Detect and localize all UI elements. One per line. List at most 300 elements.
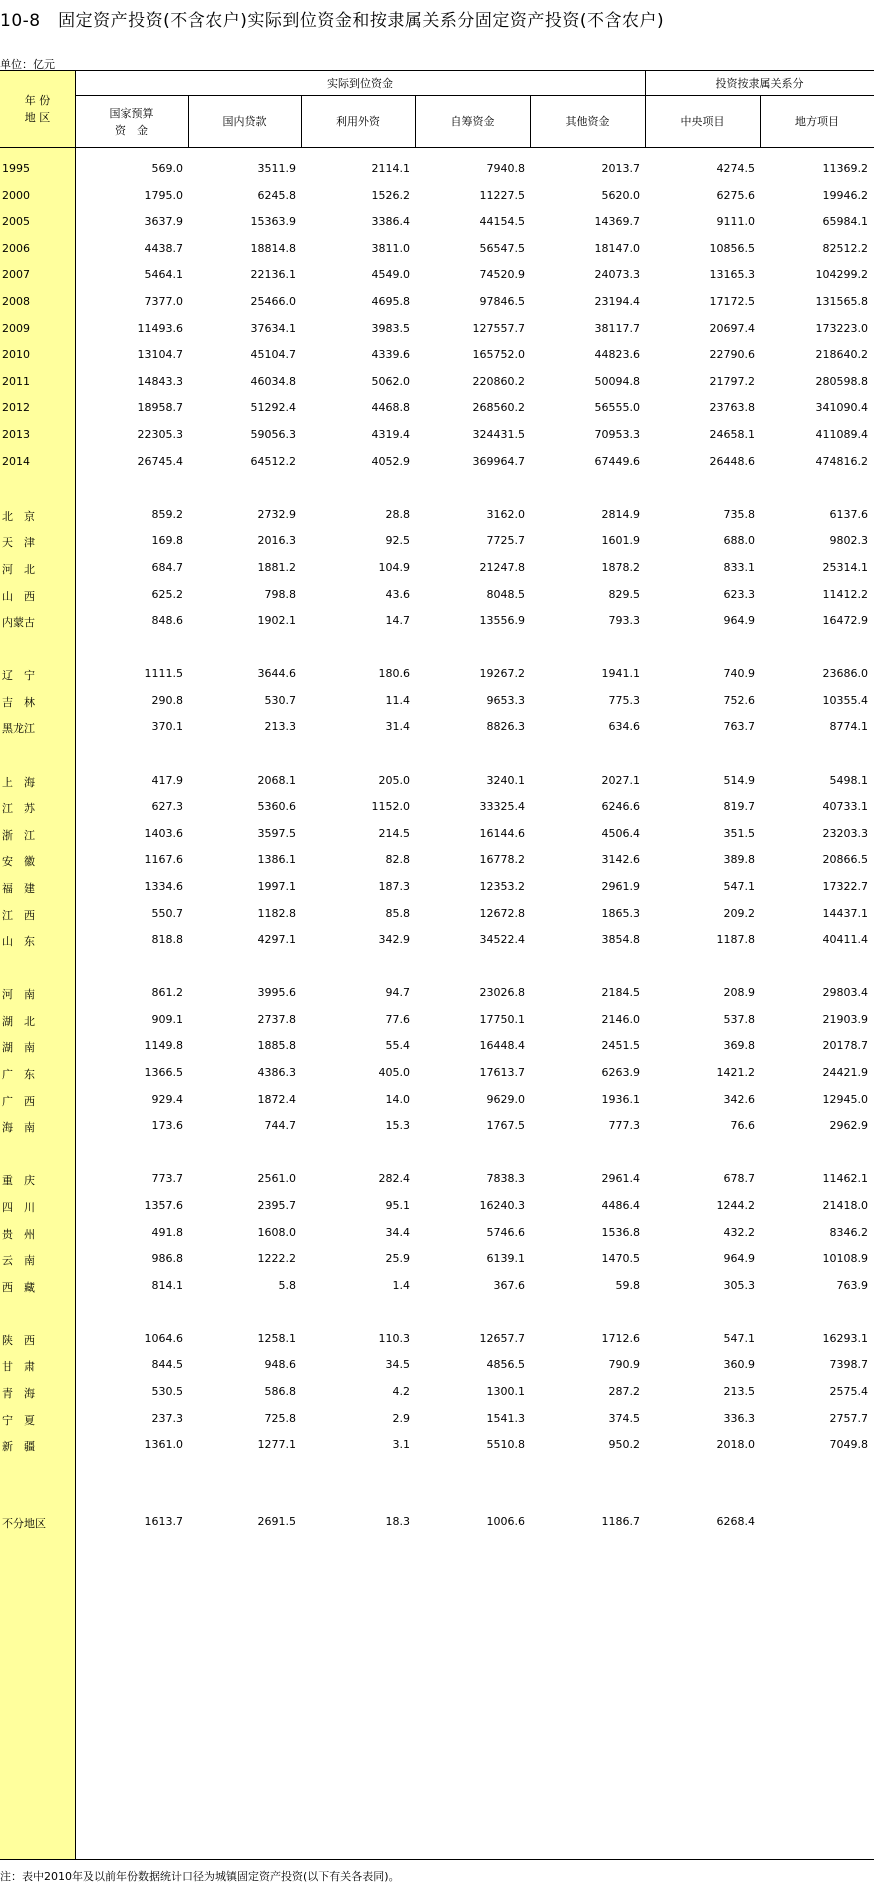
stub-border [75, 148, 76, 1859]
row-label: 内蒙古 [2, 616, 35, 630]
row-label: 1995 [2, 162, 30, 175]
table-cell: 2961.9 [601, 879, 640, 893]
table-cell: 1865.3 [601, 906, 640, 920]
table-cell: 40733.1 [822, 800, 868, 814]
table-cell: 44154.5 [479, 215, 525, 229]
table-cell: 1526.2 [371, 188, 410, 202]
table-cell: 11227.5 [479, 188, 525, 202]
table-cell: 744.7 [264, 1119, 296, 1133]
row-label: 安 徽 [2, 855, 35, 869]
table-cell: 18958.7 [137, 401, 183, 415]
table-cell: 23763.8 [709, 401, 755, 415]
table-cell: 4549.0 [371, 268, 410, 282]
table-cell: 22305.3 [137, 428, 183, 441]
table-cell: 367.6 [493, 1278, 525, 1292]
table-row [0, 555, 874, 581]
table-cell: 6245.8 [257, 188, 296, 202]
table-cell: 342.9 [378, 933, 410, 947]
table-row [0, 1087, 874, 1113]
table-cell: 4052.9 [371, 454, 410, 468]
column-header: 其他资金 [565, 115, 610, 128]
table-cell: 5498.1 [829, 773, 868, 787]
table-cell: 65984.1 [822, 215, 868, 229]
table-cell: 1186.7 [601, 1515, 640, 1529]
table-cell: 13165.3 [709, 268, 755, 282]
row-label: 2013 [2, 428, 30, 441]
table-cell: 21797.2 [709, 374, 755, 388]
table-cell: 634.6 [608, 720, 640, 734]
table-row [0, 608, 874, 634]
table-cell: 6275.6 [716, 188, 755, 202]
table-cell: 491.8 [151, 1225, 183, 1239]
table-cell: 474816.2 [815, 454, 868, 468]
table-cell: 370.1 [151, 720, 183, 734]
table-cell: 814.1 [151, 1278, 183, 1292]
table-row [0, 449, 874, 475]
table-cell: 28.8 [385, 507, 410, 521]
table-cell: 24073.3 [594, 268, 640, 282]
table-cell: 537.8 [723, 1012, 755, 1026]
table-cell: 798.8 [264, 587, 296, 601]
table-cell: 213.5 [723, 1385, 755, 1398]
table-row [0, 1007, 874, 1033]
table-cell: 964.9 [723, 1252, 755, 1266]
table-cell: 94.7 [385, 986, 410, 1000]
table-cell: 725.8 [264, 1411, 296, 1425]
table-cell: 20866.5 [822, 853, 868, 867]
table-cell: 1712.6 [601, 1331, 640, 1345]
table-row [0, 1113, 874, 1139]
table-cell: 10108.9 [822, 1252, 868, 1266]
table-header [0, 71, 874, 148]
table-cell: 104.9 [378, 560, 410, 574]
table-cell: 173.6 [151, 1119, 183, 1133]
table-row [0, 927, 874, 953]
table-row [0, 422, 874, 448]
table-cell: 740.9 [723, 667, 755, 681]
table-cell: 209.2 [723, 906, 755, 920]
table-cell: 530.5 [151, 1385, 183, 1398]
row-label: 山 东 [2, 935, 35, 949]
table-cell: 12353.2 [479, 879, 525, 893]
table-cell: 2068.1 [257, 773, 296, 787]
table-cell: 6246.6 [601, 800, 640, 814]
header-vline [415, 96, 416, 147]
table-cell: 11412.2 [822, 587, 868, 601]
column-header: 国内贷款 [222, 115, 267, 128]
table-cell: 550.7 [151, 906, 183, 920]
table-cell: 1361.0 [144, 1438, 183, 1452]
table-cell: 17613.7 [479, 1066, 525, 1079]
table-cell: 950.2 [608, 1438, 640, 1452]
table-cell: 4856.5 [486, 1358, 525, 1372]
row-label: 四 川 [2, 1200, 35, 1214]
table-cell: 34522.4 [479, 933, 525, 947]
column-header: 地方项目 [795, 115, 839, 128]
table-cell: 11369.2 [822, 162, 868, 175]
table-cell: 8346.2 [829, 1225, 868, 1239]
table-cell: 2691.5 [257, 1515, 296, 1529]
table-cell: 5620.0 [601, 188, 640, 202]
row-label: 北 京 [2, 509, 35, 523]
table-cell: 187.3 [378, 879, 410, 893]
table-cell: 547.1 [723, 1331, 755, 1345]
column-header: 利用外资 [336, 115, 380, 128]
row-label: 甘 肃 [2, 1360, 35, 1374]
table-cell: 4468.8 [371, 401, 410, 415]
table-cell: 1187.8 [716, 933, 755, 947]
table-cell: 13556.9 [479, 614, 525, 628]
table-cell: 24421.9 [822, 1066, 868, 1079]
table-cell: 2732.9 [257, 507, 296, 521]
group-header-funds: 实际到位资金 [327, 76, 393, 90]
row-label: 2005 [2, 215, 30, 229]
table-cell: 44823.6 [594, 348, 640, 362]
table-cell: 411089.4 [815, 428, 868, 441]
table-cell: 1421.2 [716, 1066, 755, 1079]
table-cell: 218640.2 [815, 348, 868, 362]
table-cell: 11.4 [385, 693, 410, 707]
table-cell: 1936.1 [601, 1092, 640, 1106]
table-cell: 24658.1 [709, 428, 755, 441]
table-cell: 17322.7 [822, 879, 868, 893]
table-cell: 2575.4 [829, 1385, 868, 1398]
table-cell: 4386.3 [257, 1066, 296, 1079]
header-vline [530, 96, 531, 147]
table-cell: 4274.5 [716, 162, 755, 175]
table-cell: 1902.1 [257, 614, 296, 628]
table-cell: 688.0 [723, 534, 755, 548]
table-cell: 16472.9 [822, 614, 868, 628]
table-cell: 280598.8 [815, 374, 868, 388]
table-cell: 46034.8 [250, 374, 296, 388]
table-cell: 3995.6 [257, 986, 296, 1000]
table-cell: 2757.7 [829, 1411, 868, 1425]
table-cell: 92.5 [385, 534, 410, 548]
table-cell: 180.6 [378, 667, 410, 681]
table-cell: 790.9 [608, 1358, 640, 1372]
table-cell: 23026.8 [479, 986, 525, 1000]
table-row [0, 1326, 874, 1352]
table-row [0, 821, 874, 847]
table-cell: 7725.7 [486, 534, 525, 548]
table-cell: 342.6 [723, 1092, 755, 1106]
row-label: 新 疆 [2, 1440, 35, 1454]
table-cell: 1878.2 [601, 560, 640, 574]
table-cell: 127557.7 [472, 321, 525, 335]
table-cell: 417.9 [151, 773, 183, 787]
table-cell: 1222.2 [257, 1252, 296, 1266]
table-cell: 19946.2 [822, 188, 868, 202]
table-cell: 6268.4 [716, 1515, 755, 1529]
table-cell: 38117.7 [594, 321, 640, 335]
table-cell: 10355.4 [822, 693, 868, 707]
table-cell: 1885.8 [257, 1039, 296, 1053]
table-cell: 1111.5 [144, 667, 183, 681]
table-cell: 205.0 [378, 773, 410, 787]
table-cell: 6139.1 [486, 1252, 525, 1266]
table-row [0, 1406, 874, 1432]
table-cell: 929.4 [151, 1092, 183, 1106]
table-cell: 3983.5 [371, 321, 410, 335]
table-row [0, 714, 874, 740]
table-cell: 3142.6 [601, 853, 640, 867]
table-cell: 4695.8 [371, 295, 410, 308]
table-cell: 208.9 [723, 986, 755, 1000]
table-cell: 1881.2 [257, 560, 296, 574]
table-cell: 56547.5 [479, 241, 525, 255]
table-row [0, 1379, 874, 1405]
row-label: 湖 南 [2, 1041, 35, 1055]
table-row [0, 528, 874, 554]
row-label: 湖 北 [2, 1014, 35, 1028]
table-cell: 1941.1 [601, 667, 640, 681]
header-vline [75, 71, 76, 147]
table-cell: 1997.1 [257, 879, 296, 893]
table-cell: 773.7 [151, 1172, 183, 1186]
table-cell: 336.3 [723, 1411, 755, 1425]
table-cell: 2395.7 [257, 1198, 296, 1212]
table-cell: 14843.3 [137, 374, 183, 388]
table-cell: 14437.1 [822, 906, 868, 920]
table-cell: 777.3 [608, 1119, 640, 1133]
table-cell: 4319.4 [371, 428, 410, 441]
row-label: 青 海 [2, 1387, 35, 1400]
row-label: 上 海 [2, 775, 35, 789]
table-cell: 97846.5 [479, 295, 525, 308]
table-cell: 18147.0 [594, 241, 640, 255]
table-cell: 5746.6 [486, 1225, 525, 1239]
table-cell: 34.4 [385, 1225, 410, 1239]
table-cell: 1386.1 [257, 853, 296, 867]
table-cell: 76.6 [730, 1119, 755, 1133]
table-cell: 3811.0 [371, 241, 410, 255]
table-cell: 360.9 [723, 1358, 755, 1372]
table-cell: 15363.9 [250, 215, 296, 229]
table-cell: 2961.4 [601, 1172, 640, 1186]
table-cell: 8774.1 [829, 720, 868, 734]
table-cell: 169.8 [151, 534, 183, 548]
table-cell: 20697.4 [709, 321, 755, 335]
table-cell: 290.8 [151, 693, 183, 707]
table-cell: 4339.6 [371, 348, 410, 362]
table-cell: 625.2 [151, 587, 183, 601]
table-cell: 369.8 [723, 1039, 755, 1053]
group-header-affiliation: 投资按隶属关系分 [715, 76, 804, 90]
table-row [0, 901, 874, 927]
table-cell: 45104.7 [250, 348, 296, 362]
table-cell: 986.8 [151, 1252, 183, 1266]
table-row [0, 688, 874, 714]
table-cell: 4506.4 [601, 826, 640, 840]
table-cell: 23686.0 [822, 667, 868, 681]
table-cell: 2814.9 [601, 507, 640, 521]
table-cell: 50094.8 [594, 374, 640, 388]
table-cell: 2962.9 [829, 1119, 868, 1133]
table-cell: 15.3 [385, 1119, 410, 1133]
table-row [0, 156, 874, 182]
header-vline [301, 96, 302, 147]
table-row [0, 1273, 874, 1299]
table-cell: 16448.4 [479, 1039, 525, 1053]
table-cell: 2018.0 [716, 1438, 755, 1452]
table-cell: 6137.6 [829, 507, 868, 521]
table-cell: 5062.0 [371, 374, 410, 388]
table-cell: 586.8 [264, 1385, 296, 1398]
row-label: 吉 林 [2, 695, 35, 709]
table-cell: 16240.3 [479, 1198, 525, 1212]
table-cell: 287.2 [608, 1385, 640, 1398]
table-cell: 3597.5 [257, 826, 296, 840]
table-cell: 85.8 [385, 906, 410, 920]
row-label: 河 北 [2, 562, 35, 576]
table-cell: 1182.8 [257, 906, 296, 920]
table-cell: 1258.1 [257, 1331, 296, 1345]
table-cell: 2184.5 [601, 986, 640, 1000]
table-cell: 1601.9 [601, 534, 640, 548]
table-cell: 2737.8 [257, 1012, 296, 1026]
table-cell: 237.3 [151, 1411, 183, 1425]
table-row [0, 395, 874, 421]
table-cell: 405.0 [378, 1066, 410, 1079]
table-cell: 1006.6 [486, 1515, 525, 1529]
table-cell: 26448.6 [709, 454, 755, 468]
table-cell: 763.7 [723, 720, 755, 734]
table-cell: 17750.1 [479, 1012, 525, 1026]
table-cell: 684.7 [151, 560, 183, 574]
table-cell: 19267.2 [479, 667, 525, 681]
header-vline [760, 96, 761, 147]
table-cell: 7940.8 [486, 162, 525, 175]
table-row [0, 502, 874, 528]
table-cell: 1064.6 [144, 1331, 183, 1345]
table-cell: 2027.1 [601, 773, 640, 787]
row-label: 云 南 [2, 1254, 35, 1268]
table-cell: 26745.4 [137, 454, 183, 468]
table-cell: 7838.3 [486, 1172, 525, 1186]
table-cell: 3854.8 [601, 933, 640, 947]
table-cell: 861.2 [151, 986, 183, 1000]
row-label: 陕 西 [2, 1333, 35, 1347]
table-cell: 22136.1 [250, 268, 296, 282]
table-cell: 1767.5 [486, 1119, 525, 1133]
table-cell: 819.7 [723, 800, 755, 814]
stub-header [0, 71, 75, 147]
table-cell: 64512.2 [250, 454, 296, 468]
table-row [0, 262, 874, 288]
stub-header-region: 地 区 [24, 111, 51, 124]
table-row [0, 342, 874, 368]
table-cell: 220860.2 [472, 374, 525, 388]
table-cell: 7049.8 [829, 1438, 868, 1452]
table-cell: 5510.8 [486, 1438, 525, 1452]
table-cell: 20178.7 [822, 1039, 868, 1053]
table-row [0, 1033, 874, 1059]
table-cell: 324431.5 [472, 428, 525, 441]
table-row [0, 1352, 874, 1378]
table-cell: 14369.7 [594, 215, 640, 229]
table-cell: 33325.4 [479, 800, 525, 814]
table-cell: 3240.1 [486, 773, 525, 787]
footnote: 注：表中2010年及以前年份数据统计口径为城镇固定资产投资(以下有关各表同)。 [0, 1870, 400, 1883]
table-cell: 110.3 [378, 1331, 410, 1345]
table-cell: 14.7 [385, 614, 410, 628]
table-cell: 2013.7 [601, 162, 640, 175]
table-cell: 4.2 [392, 1385, 410, 1398]
table-cell: 1334.6 [144, 879, 183, 893]
table-cell: 547.1 [723, 879, 755, 893]
table-cell: 10856.5 [709, 241, 755, 255]
table-row [0, 1166, 874, 1192]
table-title: 10-8 固定资产投资(不含农户)实际到位资金和按隶属关系分固定资产投资(不含农户) [0, 11, 665, 31]
table-cell: 848.6 [151, 614, 183, 628]
table-row [0, 1246, 874, 1272]
table-cell: 18814.8 [250, 241, 296, 255]
table-cell: 389.8 [723, 853, 755, 867]
table-cell: 23194.4 [594, 295, 640, 308]
row-label: 广 西 [2, 1094, 35, 1108]
row-label: 2009 [2, 321, 30, 335]
table-cell: 2451.5 [601, 1039, 640, 1053]
table-cell: 3511.9 [257, 162, 296, 175]
table-cell: 282.4 [378, 1172, 410, 1186]
table-cell: 23203.3 [822, 826, 868, 840]
row-label: 山 西 [2, 589, 35, 603]
table-row [0, 183, 874, 209]
table-row [0, 582, 874, 608]
table-cell: 1403.6 [144, 826, 183, 840]
table-cell: 530.7 [264, 693, 296, 707]
table-cell: 29803.4 [822, 986, 868, 1000]
table-cell: 25466.0 [250, 295, 296, 308]
table-cell: 4486.4 [601, 1198, 640, 1212]
table-cell: 793.3 [608, 614, 640, 628]
row-label: 宁 夏 [2, 1413, 35, 1427]
row-label: 广 东 [2, 1068, 35, 1081]
column-header: 自筹资金 [450, 115, 495, 128]
table-cell: 214.5 [378, 826, 410, 840]
table-cell: 25.9 [385, 1252, 410, 1266]
table-cell: 213.3 [264, 720, 296, 734]
table-cell: 37634.1 [250, 321, 296, 335]
unit-label: 单位：亿元 [0, 58, 55, 71]
table-cell: 1366.5 [144, 1066, 183, 1079]
table-cell: 752.6 [723, 693, 755, 707]
row-label: 江 苏 [2, 802, 35, 816]
table-cell: 623.3 [723, 587, 755, 601]
row-label: 2008 [2, 295, 30, 308]
table-cell: 4297.1 [257, 933, 296, 947]
table-cell: 9802.3 [829, 534, 868, 548]
table-cell: 82512.2 [822, 241, 868, 255]
row-label: 黑龙江 [2, 722, 35, 736]
table-body [0, 148, 874, 1859]
table-cell: 31.4 [385, 720, 410, 734]
table-cell: 1872.4 [257, 1092, 296, 1106]
table-cell: 5464.1 [144, 268, 183, 282]
table-cell: 1613.7 [144, 1515, 183, 1529]
table-cell: 5360.6 [257, 800, 296, 814]
table-cell: 948.6 [264, 1358, 296, 1372]
table-row [0, 980, 874, 1006]
table-row [0, 1509, 874, 1535]
stub-header-year: 年 份 [24, 94, 51, 107]
table-cell: 7377.0 [144, 295, 183, 308]
table-cell: 3637.9 [144, 215, 183, 229]
table-cell: 3386.4 [371, 215, 410, 229]
table-cell: 21903.9 [822, 1012, 868, 1026]
table-cell: 5.8 [278, 1278, 296, 1292]
